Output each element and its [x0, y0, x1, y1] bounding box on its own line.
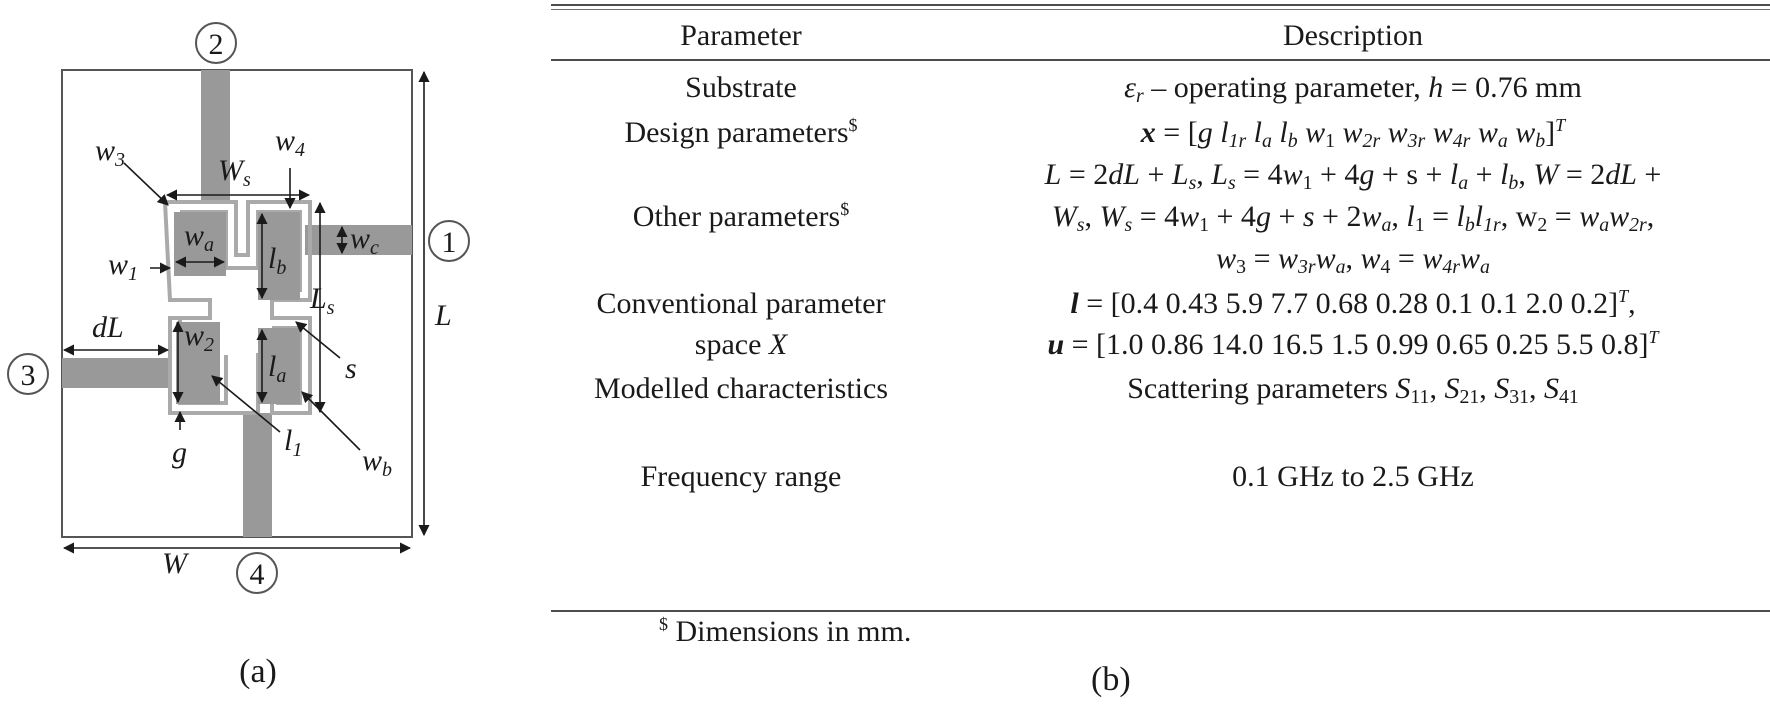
header-description: Description — [1283, 19, 1423, 52]
row-other-description-line-1: $L = 2dL + L_s$, $L_s = 4w_1 + 4g + s + l_a + l_b$, W = 2dL + — [1044, 158, 1662, 194]
label-w4: $w_4$ — [275, 124, 306, 161]
port-1-label: 1 — [441, 226, 457, 259]
label-g: g — [172, 436, 187, 469]
row-frequency-description: 0.1 GHz to 2.5 GHz — [1232, 460, 1474, 493]
row-substrate-description: $\varepsilon_r$ – operating parameter, h = 0.76 mm — [1124, 71, 1582, 107]
label-w1: $w_1$ — [108, 248, 139, 285]
label-W: W — [162, 547, 187, 580]
row-space-parameter-line-2: space X — [694, 328, 788, 361]
header-parameter: Parameter — [680, 19, 802, 52]
row-other-description-line-3: $w_3 = w_{3r}w_a$, $w_4 = w_{4r}w_a$ — [1216, 242, 1490, 278]
table-footnote: $ Dimensions in mm. — [659, 614, 912, 648]
row-other-parameter: Other parameters$ — [632, 199, 850, 233]
table-top-rule-thin — [551, 9, 1770, 10]
caption-a: (a) — [239, 653, 277, 690]
port-4-label: 4 — [249, 558, 265, 591]
caption-b: (b) — [1091, 661, 1131, 698]
label-wa: $w_a$ — [184, 219, 215, 256]
row-substrate-parameter: Substrate — [685, 71, 797, 104]
row-space-lower-bound: l = [0.4 0.43 5.9 7.7 0.68 0.28 0.1 0.1 2.0 0.2]$^T$, — [1070, 286, 1636, 320]
port-1-marker — [429, 221, 469, 261]
figure-a-coupler-layout — [0, 0, 520, 708]
row-space-upper-bound: u = [1.0 0.86 14.0 16.5 1.5 0.99 0.65 0.25 5.5 0.8]$^T$ — [1047, 327, 1659, 361]
row-frequency-parameter: Frequency range — [640, 460, 842, 493]
label-dL: dL — [92, 311, 124, 344]
row-modelled-parameter: Modelled characteristics — [593, 372, 889, 405]
leader-w3 — [124, 163, 168, 205]
label-la: $l_a$ — [268, 350, 287, 387]
label-wb: $w_b$ — [362, 444, 393, 481]
feed-line-port-3 — [62, 358, 170, 388]
row-space-parameter-line-1: Conventional parameter — [596, 287, 886, 320]
label-w3: $w_3$ — [95, 134, 126, 171]
coupler-layout-diagram — [0, 0, 520, 708]
label-s: s — [345, 352, 357, 385]
label-Ls: $L_s$ — [310, 282, 335, 319]
port-2-label: 2 — [208, 28, 224, 61]
parameter-table — [551, 0, 1770, 708]
leader-wb — [302, 392, 360, 450]
patch-lb — [258, 212, 300, 300]
label-w2: $w_2$ — [184, 319, 215, 356]
label-lb: $l_b$ — [268, 242, 287, 279]
port-3-marker — [8, 354, 48, 394]
row-modelled-description: Scattering parameters $S_{11}$, $S_{21}$, $S_{31}$, $S_{41}$ — [1127, 372, 1579, 408]
label-l1: $l_1$ — [284, 424, 303, 461]
feed-line-port-4 — [243, 413, 272, 537]
leader-s — [296, 322, 340, 358]
row-design-parameter: Design parameters$ — [624, 115, 858, 149]
row-other-description-line-2: $W_s$, $W_s = 4w_1 + 4g + s + 2w_a$, $l_1 = l_bl_{1r}$, $w_2 = w_aw_{2r}$, — [1051, 200, 1655, 236]
label-Ws: $W_s$ — [218, 154, 251, 191]
table-header-rule — [551, 59, 1770, 61]
port-2-marker — [196, 23, 236, 63]
label-wc: $w_c$ — [350, 222, 379, 259]
port-3-label: 3 — [20, 359, 36, 392]
table-top-rule — [551, 4, 1770, 6]
port-4-marker — [237, 553, 277, 593]
row-design-description: x = [g $l_{1r}$ $l_a$ $l_b$ $w_1$ $w_{2r}$ $w_{3r}$ $w_{4r}$ $w_a$ $w_b]^T$ — [1140, 115, 1566, 152]
label-L: L — [435, 299, 452, 332]
